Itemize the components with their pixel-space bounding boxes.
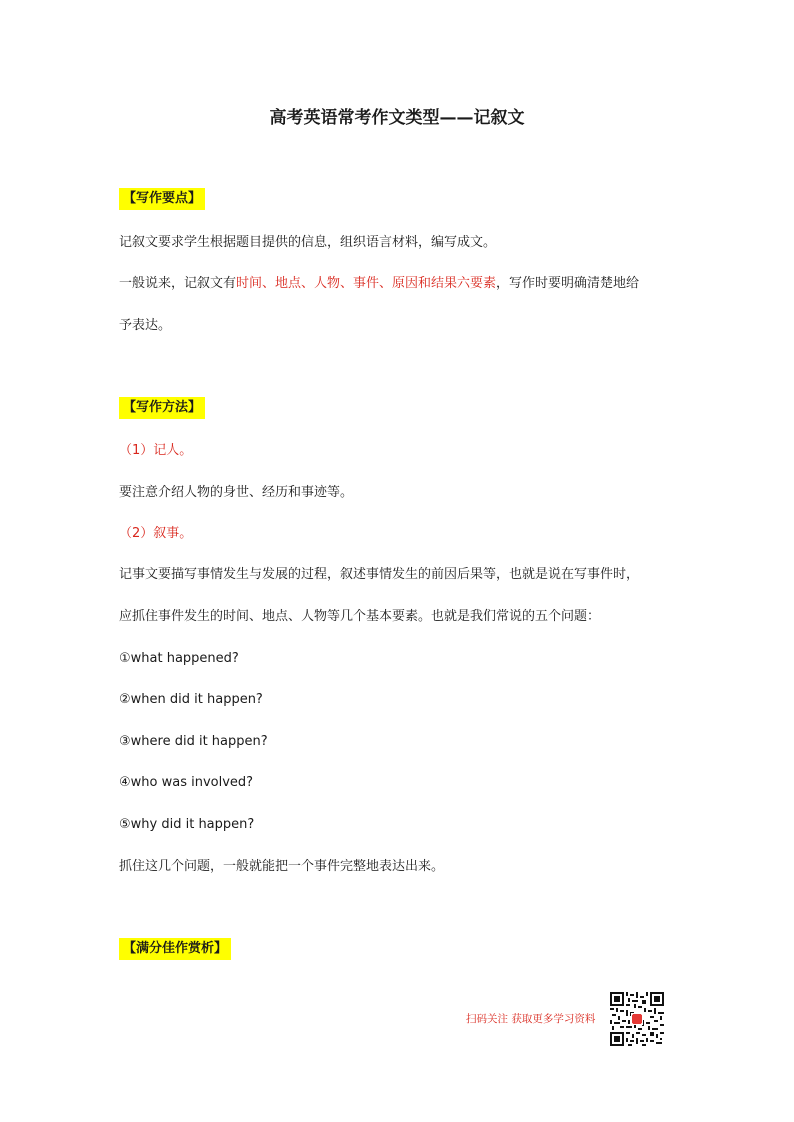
section-heading-writing-points: 【写作要点】 bbox=[119, 188, 205, 210]
qr-code-icon[interactable] bbox=[610, 992, 664, 1046]
question-item: ②when did it happen? bbox=[119, 692, 263, 707]
subheading-narrate-event: （2）叙事。 bbox=[119, 526, 193, 541]
paragraph-points-2-continued: 予表达。 bbox=[119, 318, 172, 333]
paragraph-narrate-event-line1: 记事文要描写事情发生与发展的过程，叙述事情发生的前因后果等，也就是说在写事件时， bbox=[119, 567, 640, 582]
question-item: ③where did it happen? bbox=[119, 734, 268, 749]
paragraph-describe-person: 要注意介绍人物的身世、经历和事迹等。 bbox=[119, 485, 354, 500]
question-item: ⑤why did it happen? bbox=[119, 817, 255, 832]
text-six-elements-intro: 一般说来，记叙文有 bbox=[119, 276, 237, 291]
subheading-describe-person: （1）记人。 bbox=[119, 443, 193, 458]
text-six-elements: 时间、地点、人物、事件、原因和结果六要素 bbox=[236, 276, 497, 291]
section-heading-appreciation: 【满分佳作赏析】 bbox=[119, 938, 231, 960]
paragraph-points-2 bbox=[119, 274, 639, 294]
document-title: 高考英语常考作文类型——记叙文 bbox=[269, 108, 525, 128]
paragraph-conclusion: 抓住这几个问题，一般就能把一个事件完整地表达出来。 bbox=[119, 859, 445, 874]
footer-scan-prompt: 扫码关注 获取更多学习资料 bbox=[466, 1013, 596, 1025]
text-six-elements-outro: ，写作时要明确清楚地给 bbox=[496, 276, 640, 291]
section-heading-writing-methods: 【写作方法】 bbox=[119, 397, 205, 419]
question-item: ①what happened? bbox=[119, 651, 239, 666]
question-item: ④who was involved? bbox=[119, 775, 254, 790]
paragraph-points-1: 记叙文要求学生根据题目提供的信息，组织语言材料，编写成文。 bbox=[119, 235, 497, 250]
paragraph-narrate-event-line2: 应抓住事件发生的时间、地点、人物等几个基本要素。也就是我们常说的五个问题： bbox=[119, 609, 601, 624]
